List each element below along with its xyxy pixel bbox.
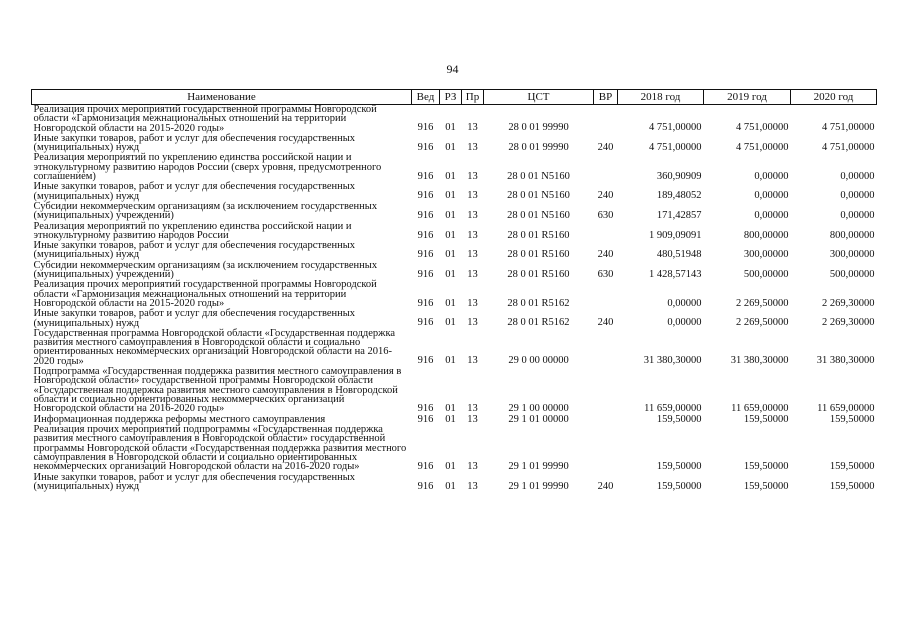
cell-2018: 480,51948 — [656, 249, 702, 261]
table-row — [32, 367, 877, 414]
cell-2020: 800,00000 — [829, 229, 875, 241]
table-row — [32, 202, 877, 222]
cell-name: Реализация прочих мероприятий подпрограммы «Государственная поддержка развития местного самоуправления в Новгородской области» государственной программы Новгородской области «Государственная поддержка развития местного самоуправления в Новгородской области и социально ориентированных некоммерческих организаций Новгородской области на 2016-2020 годы» — [33, 424, 407, 473]
cell-name: Субсидии некоммерческим организациям (за исключением государственных (муниципальных) учреждений) — [33, 259, 378, 281]
cell-2019: 500,00000 — [743, 268, 789, 280]
cell-ved: 916 — [417, 402, 434, 414]
cell-pr: 13 — [467, 355, 478, 367]
cell-rz: 01 — [445, 170, 456, 182]
cell-cst: 29 1 00 00000 — [508, 402, 569, 414]
cell-cst: 28 0 01 R5162 — [507, 297, 570, 309]
cell-2019: 159,50000 — [743, 413, 789, 425]
cell-2018: 31 380,30000 — [643, 355, 702, 367]
cell-rz: 01 — [445, 268, 456, 280]
cell-2020: 31 380,30000 — [816, 355, 875, 367]
cell-pr: 13 — [467, 297, 478, 309]
cell-cst: 28 0 01 R5162 — [507, 317, 570, 329]
cell-pr: 13 — [467, 317, 478, 329]
cell-2018: 189,48052 — [656, 190, 702, 202]
cell-ved: 916 — [417, 229, 434, 241]
cell-2018: 11 659,00000 — [644, 402, 702, 414]
cell-pr: 13 — [467, 460, 478, 472]
cell-ved: 916 — [417, 122, 434, 134]
cell-pr: 13 — [467, 268, 478, 280]
cell-vr — [594, 367, 618, 414]
cell-2020: 159,50000 — [829, 460, 875, 472]
cell-pr: 13 — [467, 122, 478, 134]
cell-2018: 159,50000 — [656, 480, 702, 492]
cell-rz: 01 — [445, 460, 456, 472]
cell-2018: 1 909,09091 — [649, 229, 702, 241]
cell-cst: 28 0 01 R5160 — [507, 249, 570, 261]
cell-rz: 01 — [445, 480, 456, 492]
table-header-row — [32, 90, 877, 105]
cell-vr — [594, 280, 618, 309]
cell-vr — [594, 105, 618, 134]
cell-pr: 13 — [467, 190, 478, 202]
cell-2019: 2 269,50000 — [736, 297, 789, 309]
cell-name: Подпрограмма «Государственная поддержка развития местного самоуправления в Новгородской области» государственной программы Новгородской области «Государственная поддержка развития местного самоуправления в Новгородской области и социально ориентированных некоммерческих организаций Новгородской области на 2016-2020 годы» — [33, 366, 402, 415]
cell-ved: 916 — [417, 317, 434, 329]
cell-2018: 159,50000 — [656, 460, 702, 472]
header-2020: 2020 год — [791, 90, 877, 105]
cell-cst: 28 0 01 N5160 — [507, 170, 570, 182]
table-row — [32, 241, 877, 261]
cell-pr: 13 — [467, 402, 478, 414]
cell-cst: 29 1 01 99990 — [508, 480, 569, 492]
header-rz: РЗ — [440, 90, 462, 105]
cell-2019: 0,00000 — [754, 209, 789, 221]
header-ved: Вед — [412, 90, 440, 105]
table-row — [32, 182, 877, 202]
cell-2020: 500,00000 — [829, 268, 875, 280]
header-vr: ВР — [594, 90, 618, 105]
cell-ved: 916 — [417, 249, 434, 261]
cell-ved: 916 — [417, 268, 434, 280]
table-body — [32, 105, 877, 493]
cell-cst: 28 0 01 R5160 — [507, 268, 570, 280]
cell-pr: 13 — [467, 209, 478, 221]
cell-2018: 171,42857 — [656, 209, 702, 221]
cell-pr: 13 — [467, 229, 478, 241]
cell-2020: 2 269,30000 — [822, 297, 875, 309]
cell-pr: 13 — [467, 170, 478, 182]
cell-name: Информационная поддержка реформы местного самоуправления — [33, 413, 326, 425]
cell-2019: 11 659,00000 — [731, 402, 789, 414]
header-pr: Пр — [462, 90, 484, 105]
cell-cst: 28 0 01 N5160 — [507, 190, 570, 202]
table-row — [32, 473, 877, 493]
table-row — [32, 222, 877, 242]
table-row — [32, 329, 877, 367]
cell-vr: 240 — [597, 249, 614, 261]
cell-2020: 4 751,00000 — [822, 122, 875, 134]
cell-2020: 0,00000 — [840, 190, 875, 202]
cell-cst: 28 0 01 99990 — [508, 122, 569, 134]
header-cst: ЦСТ — [484, 90, 594, 105]
cell-cst: 29 0 00 00000 — [508, 355, 569, 367]
cell-rz: 01 — [445, 209, 456, 221]
cell-cst: 28 0 01 N5160 — [507, 209, 570, 221]
table-row — [32, 309, 877, 329]
cell-vr: 240 — [597, 190, 614, 202]
cell-rz: 01 — [445, 190, 456, 202]
cell-2019: 0,00000 — [754, 190, 789, 202]
table-row — [32, 425, 877, 472]
cell-vr: 630 — [597, 209, 614, 221]
cell-ved: 916 — [417, 141, 434, 153]
cell-cst: 29 1 01 00000 — [508, 413, 569, 425]
cell-ved: 916 — [417, 355, 434, 367]
cell-2019: 2 269,50000 — [736, 317, 789, 329]
cell-name: Иные закупки товаров, работ и услуг для обеспечения государственных (муниципальных) нужд — [33, 471, 356, 492]
cell-rz: 01 — [445, 317, 456, 329]
cell-rz: 01 — [445, 122, 456, 134]
cell-2018: 360,90909 — [656, 170, 702, 182]
cell-name: Реализация мероприятий по укреплению единства российской нации и этнокультурному развитию народов России — [33, 220, 352, 241]
cell-2019: 4 751,00000 — [736, 122, 789, 134]
cell-2020: 4 751,00000 — [822, 141, 875, 153]
cell-vr: 240 — [597, 141, 614, 153]
cell-rz: 01 — [445, 229, 456, 241]
cell-name: Государственная программа Новгородской области «Государственная поддержка развития местного самоуправления в Новгородской области и социально ориентированных некоммерческих организаций Новгородской области на 2016-2020 годы» — [33, 327, 396, 367]
cell-vr — [594, 415, 618, 426]
table-row — [32, 261, 877, 281]
table-row — [32, 105, 877, 134]
cell-rz: 01 — [445, 413, 456, 425]
page-number: 94 — [446, 62, 459, 76]
cell-2018: 4 751,00000 — [649, 141, 702, 153]
header-2019: 2019 год — [704, 90, 791, 105]
cell-vr: 240 — [597, 480, 614, 492]
cell-vr: 630 — [597, 268, 614, 280]
cell-name: Иные закупки товаров, работ и услуг для обеспечения государственных (муниципальных) нужд — [33, 308, 356, 329]
cell-ved: 916 — [417, 297, 434, 309]
cell-rz: 01 — [445, 141, 456, 153]
cell-ved: 916 — [417, 413, 434, 425]
cell-pr: 13 — [467, 413, 478, 425]
cell-ved: 916 — [417, 480, 434, 492]
cell-2020: 0,00000 — [840, 170, 875, 182]
cell-vr — [594, 425, 618, 472]
cell-2018: 159,50000 — [656, 413, 702, 425]
cell-name: Реализация прочих мероприятий государственной программы Новгородской области «Гармонизация межнациональных отношений на территории Новгородской области на 2015-2020 годы» — [33, 104, 377, 134]
cell-2020: 0,00000 — [840, 209, 875, 221]
cell-rz: 01 — [445, 297, 456, 309]
cell-2019: 159,50000 — [743, 460, 789, 472]
cell-2020: 159,50000 — [829, 413, 875, 425]
cell-ved: 916 — [417, 190, 434, 202]
cell-2020: 159,50000 — [829, 480, 875, 492]
cell-2018: 0,00000 — [667, 297, 702, 309]
cell-cst: 29 1 01 99990 — [508, 460, 569, 472]
cell-vr — [594, 153, 618, 182]
cell-2020: 300,00000 — [829, 249, 875, 261]
cell-rz: 01 — [445, 249, 456, 261]
cell-2020: 2 269,30000 — [822, 317, 875, 329]
cell-ved: 916 — [417, 460, 434, 472]
cell-2018: 1 428,57143 — [649, 268, 702, 280]
cell-name: Реализация мероприятий по укреплению единства российской нации и этнокультурному развитию народов России (сверх уровня, предусмотренного соглашением) — [33, 152, 382, 183]
cell-2019: 31 380,30000 — [730, 355, 789, 367]
cell-name: Субсидии некоммерческим организациям (за исключением государственных (муниципальных) учреждений) — [33, 200, 378, 222]
cell-pr: 13 — [467, 480, 478, 492]
cell-pr: 13 — [467, 249, 478, 261]
cell-2018: 0,00000 — [667, 317, 702, 329]
cell-cst: 28 0 01 R5160 — [507, 229, 570, 241]
cell-vr — [594, 329, 618, 367]
header-name: Наименование — [32, 90, 412, 105]
budget-table — [31, 89, 877, 492]
cell-pr: 13 — [467, 141, 478, 153]
header-2018: 2018 год — [618, 90, 704, 105]
cell-2018: 4 751,00000 — [649, 122, 702, 134]
table-row — [32, 153, 877, 182]
cell-name: Иные закупки товаров, работ и услуг для обеспечения государственных (муниципальных) нужд — [33, 240, 356, 261]
cell-name: Иные закупки товаров, работ и услуг для обеспечения государственных (муниципальных) нужд — [33, 181, 356, 202]
cell-name: Иные закупки товаров, работ и услуг для обеспечения государственных (муниципальных) нужд — [33, 132, 356, 154]
cell-2020: 11 659,00000 — [817, 402, 875, 414]
cell-2019: 800,00000 — [743, 229, 789, 241]
cell-2019: 300,00000 — [743, 249, 789, 261]
cell-ved: 916 — [417, 170, 434, 182]
cell-2019: 4 751,00000 — [736, 141, 789, 153]
cell-vr — [594, 222, 618, 242]
cell-rz: 01 — [445, 402, 456, 414]
cell-name: Реализация прочих мероприятий государственной программы Новгородской области «Гармонизация межнациональных отношений на территории Новгородской области на 2015-2020 годы» — [33, 279, 377, 309]
cell-2019: 0,00000 — [754, 170, 789, 182]
cell-ved: 916 — [417, 209, 434, 221]
table-row — [32, 280, 877, 309]
cell-rz: 01 — [445, 355, 456, 367]
cell-2019: 159,50000 — [743, 480, 789, 492]
cell-vr: 240 — [597, 317, 614, 329]
table-row — [32, 134, 877, 154]
cell-cst: 28 0 01 99990 — [508, 141, 569, 153]
